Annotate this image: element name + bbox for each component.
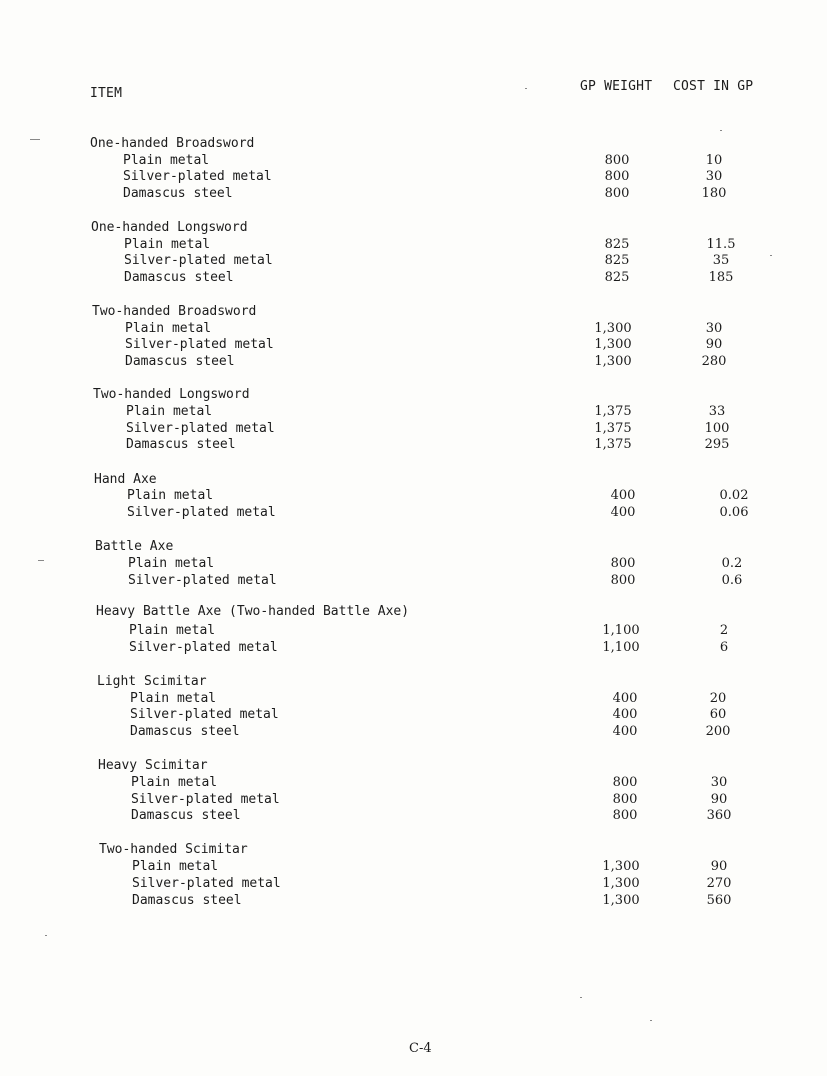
row-material-label: Plain metal [124,237,211,252]
row-gp-weight: 400 [610,488,636,503]
table-row [0,505,827,522]
table-row [0,186,827,203]
scan-speck [30,139,40,140]
table-row [0,808,827,825]
row-cost-in-gp: 90 [710,792,728,807]
row-cost-in-gp: 60 [709,707,727,722]
row-cost-in-gp: 360 [706,808,732,823]
row-cost-in-gp: 100 [704,421,730,436]
table-row [0,488,827,505]
row-material-label: Silver-plated metal [127,505,276,520]
row-gp-weight: 1,300 [602,876,640,891]
row-gp-weight: 400 [612,707,638,722]
row-material-label: Damascus steel [130,724,240,739]
row-material-label: Damascus steel [126,437,236,452]
row-gp-weight: 1,375 [594,437,632,452]
row-material-label: Silver-plated metal [129,640,278,655]
scan-speck [525,88,527,89]
table-row [0,623,827,640]
row-cost-in-gp: 30 [710,775,728,790]
row-cost-in-gp: 11.5 [706,237,736,252]
scan-speck [580,997,582,998]
column-header-item: ITEM [90,86,123,101]
row-gp-weight: 825 [604,237,630,252]
row-material-label: Silver-plated metal [130,707,279,722]
row-cost-in-gp: 35 [712,253,730,268]
row-material-label: Plain metal [123,153,210,168]
row-material-label: Silver-plated metal [126,421,275,436]
row-material-label: Plain metal [130,691,217,706]
row-material-label: Plain metal [129,623,216,638]
table-row [0,404,827,421]
table-row [0,707,827,724]
row-cost-in-gp: 90 [710,859,728,874]
row-cost-in-gp: 10 [705,153,723,168]
item-group-title: Two-handed Longsword [93,387,250,402]
scan-speck [770,255,772,256]
row-gp-weight: 1,300 [602,859,640,874]
item-group-title: Two-handed Scimitar [99,842,248,857]
table-row [0,270,827,287]
row-cost-in-gp: 185 [708,270,734,285]
column-header-cost-in-gp: COST IN GP [673,79,754,94]
row-cost-in-gp: 0.06 [719,505,749,520]
item-group-title: Light Scimitar [97,674,207,689]
row-cost-in-gp: 20 [709,691,727,706]
row-gp-weight: 800 [612,775,638,790]
row-gp-weight: 800 [604,186,630,201]
table-row [0,237,827,254]
row-material-label: Silver-plated metal [128,573,277,588]
row-cost-in-gp: 0.02 [719,488,749,503]
row-gp-weight: 800 [604,153,630,168]
row-gp-weight: 800 [612,792,638,807]
table-row [0,775,827,792]
item-group-title: Battle Axe [95,539,174,554]
row-material-label: Plain metal [126,404,213,419]
row-material-label: Damascus steel [124,270,234,285]
row-gp-weight: 1,100 [602,623,640,638]
table-row [0,556,827,573]
row-cost-in-gp: 270 [706,876,732,891]
item-group-title: One-handed Longsword [91,220,248,235]
table-row [0,337,827,354]
item-group-title: Heavy Battle Axe (Two-handed Battle Axe) [96,604,410,619]
row-cost-in-gp: 295 [704,437,730,452]
item-group-title: One-handed Broadsword [90,136,255,151]
scan-speck [38,560,44,561]
table-row [0,792,827,809]
row-material-label: Damascus steel [123,186,233,201]
row-gp-weight: 800 [604,169,630,184]
row-gp-weight: 800 [610,573,636,588]
table-row [0,253,827,270]
table-row [0,354,827,371]
row-material-label: Plain metal [132,859,219,874]
item-group-title: Heavy Scimitar [98,758,208,773]
row-gp-weight: 1,100 [602,640,640,655]
row-cost-in-gp: 30 [705,321,723,336]
item-group-title: Hand Axe [94,472,157,487]
table-row [0,691,827,708]
table-row [0,640,827,657]
row-gp-weight: 400 [610,505,636,520]
row-gp-weight: 1,300 [594,321,632,336]
scan-speck [720,130,722,131]
row-cost-in-gp: 200 [705,724,731,739]
table-row [0,893,827,910]
row-gp-weight: 1,300 [594,354,632,369]
table-row [0,421,827,438]
row-material-label: Damascus steel [132,893,242,908]
row-gp-weight: 825 [604,270,630,285]
table-row [0,876,827,893]
row-material-label: Silver-plated metal [123,169,272,184]
row-gp-weight: 1,300 [602,893,640,908]
row-cost-in-gp: 6 [719,640,729,655]
table-row [0,573,827,590]
row-cost-in-gp: 0.6 [721,573,743,588]
table-row [0,153,827,170]
row-cost-in-gp: 33 [708,404,726,419]
table-row [0,724,827,741]
scan-speck [650,1020,652,1021]
table-row [0,437,827,454]
column-header-gp-weight: GP WEIGHT [580,79,653,94]
row-material-label: Silver-plated metal [131,792,280,807]
row-material-label: Silver-plated metal [125,337,274,352]
row-material-label: Plain metal [128,556,215,571]
row-material-label: Silver-plated metal [132,876,281,891]
row-material-label: Damascus steel [131,808,241,823]
row-material-label: Silver-plated metal [124,253,273,268]
row-cost-in-gp: 30 [705,169,723,184]
row-cost-in-gp: 0.2 [721,556,743,571]
table-row [0,321,827,338]
row-cost-in-gp: 280 [701,354,727,369]
row-gp-weight: 1,375 [594,421,632,436]
row-material-label: Plain metal [131,775,218,790]
row-material-label: Plain metal [125,321,212,336]
page-number: C-4 [409,1041,432,1056]
row-gp-weight: 1,300 [594,337,632,352]
row-gp-weight: 400 [612,724,638,739]
row-cost-in-gp: 180 [701,186,727,201]
row-gp-weight: 800 [612,808,638,823]
row-cost-in-gp: 2 [719,623,729,638]
item-group-title: Two-handed Broadsword [92,304,257,319]
row-material-label: Damascus steel [125,354,235,369]
row-gp-weight: 825 [604,253,630,268]
row-gp-weight: 1,375 [594,404,632,419]
table-row [0,169,827,186]
row-cost-in-gp: 90 [705,337,723,352]
scan-speck [45,935,47,936]
row-material-label: Plain metal [127,488,214,503]
row-cost-in-gp: 560 [706,893,732,908]
row-gp-weight: 800 [610,556,636,571]
row-gp-weight: 400 [612,691,638,706]
table-row [0,859,827,876]
